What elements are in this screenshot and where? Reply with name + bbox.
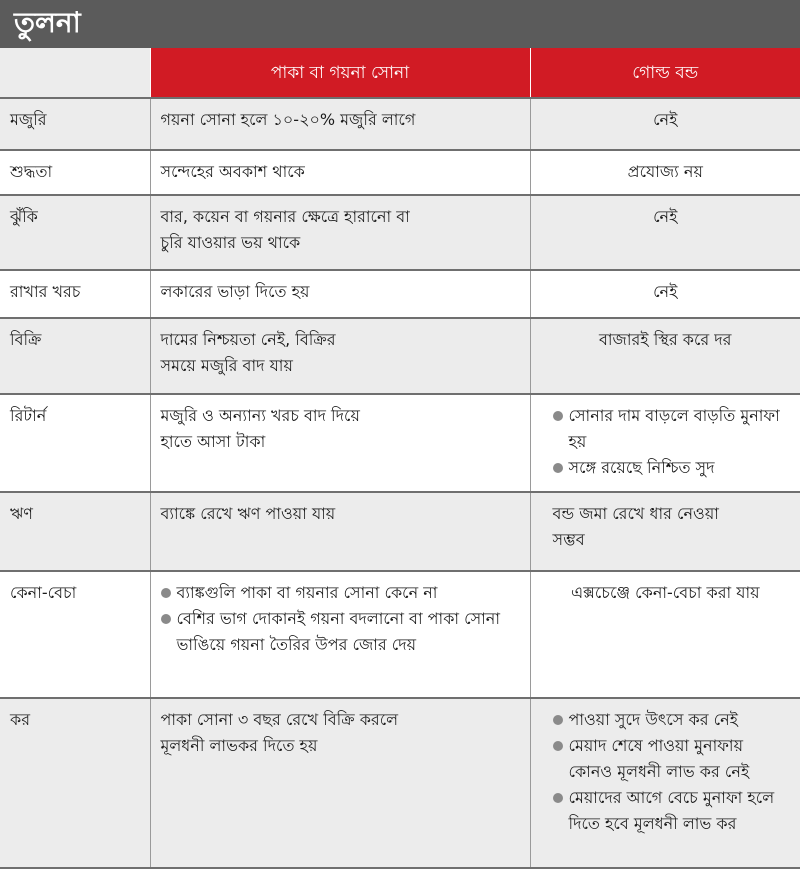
table-row <box>0 318 800 394</box>
header-blank <box>0 48 150 98</box>
bond-cell: নেই <box>530 195 800 270</box>
gold-cell: গয়না সোনা হলে ১০-২০% মজুরি লাগে <box>150 98 530 150</box>
gold-cell <box>150 571 530 698</box>
bond-cell: বাজারই স্থির করে দর <box>530 318 800 394</box>
gold-cell: সন্দেহের অবকাশ থাকে <box>150 150 530 195</box>
table-row <box>0 571 800 698</box>
bond-cell: এক্সচেঞ্জে কেনা-বেচা করা যায় <box>530 571 800 698</box>
bond-cell: প্রযোজ্য নয় <box>530 150 800 195</box>
gold-cell: লকারের ভাড়া দিতে হয় <box>150 270 530 318</box>
bullet-icon <box>161 588 171 598</box>
row-label: রাখার খরচ <box>0 270 150 318</box>
bond-cell: নেই <box>530 98 800 150</box>
gold-cell: মজুরি ও অন্যান্য খরচ বাদ দিয়ে হাতে আসা টাকা <box>150 394 530 492</box>
list-item: মেয়াদ শেষে পাওয়া মুনাফায় কোনও মূলধনী লাভ কর নেই <box>553 733 791 785</box>
table-row <box>0 394 800 492</box>
table-row <box>0 492 800 571</box>
bond-cell: নেই <box>530 270 800 318</box>
row-label: ঝুঁকি <box>0 195 150 270</box>
row-label: কর <box>0 698 150 868</box>
gold-cell: দামের নিশ্চয়তা নেই, বিক্রির সময়ে মজুরি বাদ যায় <box>150 318 530 394</box>
list-item: মেয়াদের আগে বেচে মুনাফা হলে দিতে হবে মূলধনী লাভ কর <box>553 785 791 837</box>
list-item: ব্যাঙ্কগুলি পাকা বা গয়নার সোনা কেনে না <box>161 580 520 606</box>
page-title: তুলনা <box>0 0 800 48</box>
list-item: পাওয়া সুদে উৎসে কর নেই <box>553 707 791 733</box>
bullet-icon <box>553 411 563 421</box>
gold-cell: ব্যাঙ্কে রেখে ঋণ পাওয়া যায় <box>150 492 530 571</box>
bond-cell <box>530 698 800 868</box>
list-item: সোনার দাম বাড়লে বাড়তি মুনাফা হয় <box>553 403 791 455</box>
bullet-icon <box>553 715 563 725</box>
list-item: বেশির ভাগ দোকানই গয়না বদলানো বা পাকা সোনা ভাঙিয়ে গয়না তৈরির উপর জোর দেয় <box>161 606 520 658</box>
row-label: মজুরি <box>0 98 150 150</box>
table-row <box>0 150 800 195</box>
bullet-icon <box>161 614 171 624</box>
bullet-icon <box>553 793 563 803</box>
table-row <box>0 270 800 318</box>
header-gold-bond: গোল্ড বন্ড <box>530 48 800 98</box>
row-label: বিক্রি <box>0 318 150 394</box>
bond-cell <box>530 394 800 492</box>
table-row <box>0 195 800 270</box>
table-row <box>0 98 800 150</box>
gold-cell: বার, কয়েন বা গয়নার ক্ষেত্রে হারানো বা চুরি যাওয়ার ভয় থাকে <box>150 195 530 270</box>
header-physical-gold: পাকা বা গয়না সোনা <box>150 48 530 98</box>
row-label: রিটার্ন <box>0 394 150 492</box>
list-item: সঙ্গে রয়েছে নিশ্চিত সুদ <box>553 455 791 481</box>
row-label: শুদ্ধতা <box>0 150 150 195</box>
row-label: ঋণ <box>0 492 150 571</box>
row-label: কেনা-বেচা <box>0 571 150 698</box>
table-header-row <box>0 48 800 98</box>
table-row <box>0 698 800 868</box>
gold-cell: পাকা সোনা ৩ বছর রেখে বিক্রি করলে মূলধনী লাভকর দিতে হয় <box>150 698 530 868</box>
comparison-table <box>0 48 800 869</box>
bullet-icon <box>553 741 563 751</box>
bullet-icon <box>553 463 563 473</box>
bond-cell: বন্ড জমা রেখে ধার নেওয়া সম্ভব <box>530 492 800 571</box>
